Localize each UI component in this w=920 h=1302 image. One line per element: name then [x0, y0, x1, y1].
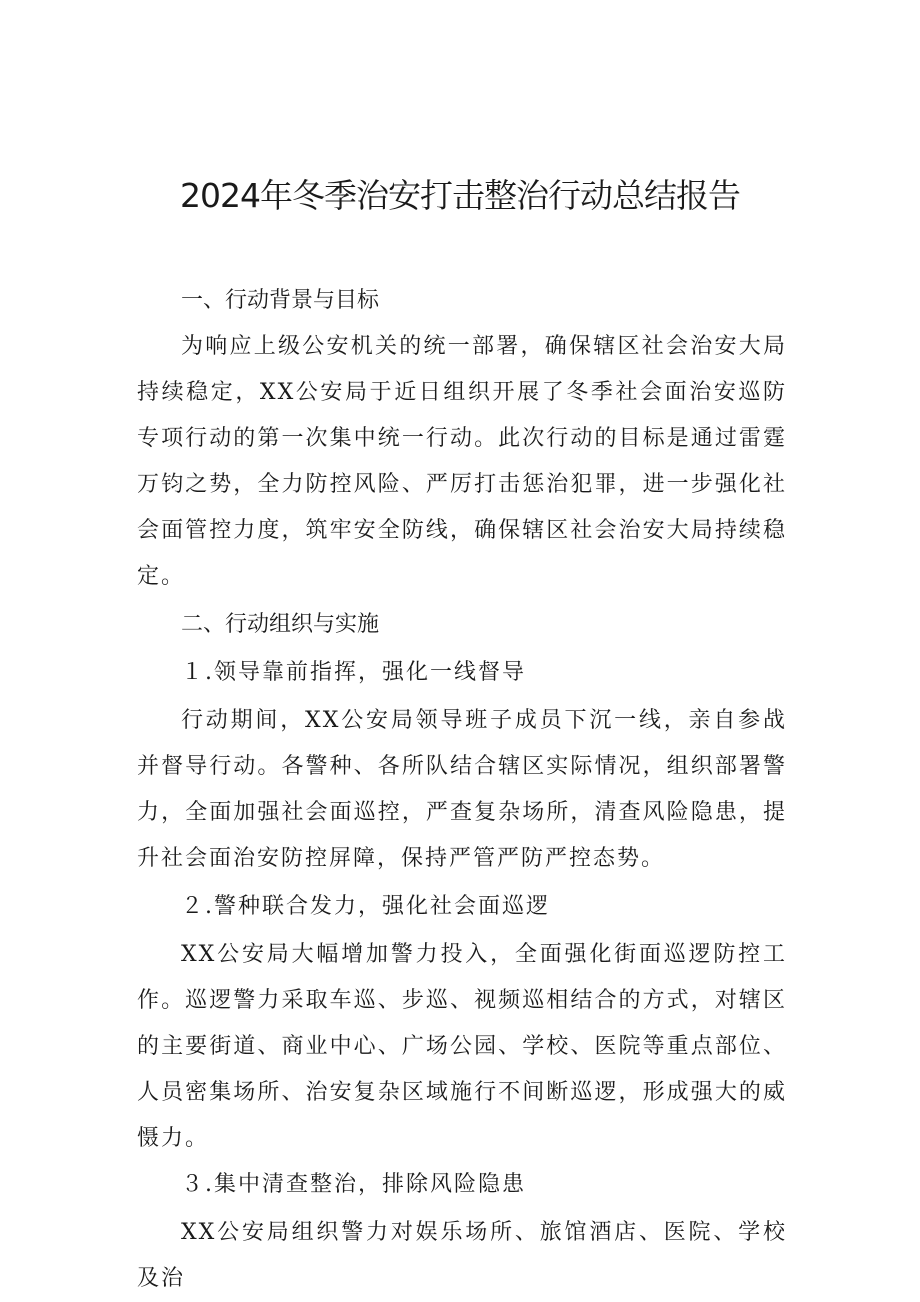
subsection-2-paragraph: XX公安局大幅增加警力投入，全面强化街面巡逻防控工作。巡逻警力采取车巡、步巡、视频巡相结合的方式，对辖区的主要街道、商业中心、广场公园、学校、医院等重点部位、人员密集场所、治安复杂区域施行不间断巡逻，形成强大的威慑力。	[137, 942, 787, 1151]
document-title: 2024年冬季治安打击整治行动总结报告	[180, 176, 740, 215]
section-heading-2: 二、行动组织与实施	[181, 612, 380, 637]
document-body	[137, 278, 787, 1302]
subsection-heading-1: １.领导靠前指挥，强化一线督导	[181, 660, 526, 685]
subsection-heading-2: ２.警种联合发力，强化社会面巡逻	[181, 894, 550, 919]
subsection-heading-3: ３.集中清查整治，排除风险隐患	[181, 1172, 526, 1197]
subsection-1-paragraph: 行动期间，XX公安局领导班子成员下沉一线，亲自参战并督导行动。各警种、各所队结合辖区实际情况，组织部署警力，全面加强社会面巡控，严查复杂场所，清查风险隐患，提升社会面治安防控屏障，保持严管严防严控态势。	[137, 708, 787, 871]
subsection-3-paragraph: XX公安局组织警力对娱乐场所、旅馆酒店、医院、学校及治	[137, 1220, 787, 1291]
section-1-paragraph: 为响应上级公安机关的统一部署，确保辖区社会治安大局持续稳定，XX公安局于近日组织开展了冬季社会面治安巡防专项行动的第一次集中统一行动。此次行动的目标是通过雷霆万钧之势，全力防控风险、严厉打击惩治犯罪，进一步强化社会面管控力度，筑牢安全防线，确保辖区社会治安大局持续稳定。	[137, 334, 787, 589]
section-heading-1: 一、行动背景与目标	[181, 288, 380, 313]
